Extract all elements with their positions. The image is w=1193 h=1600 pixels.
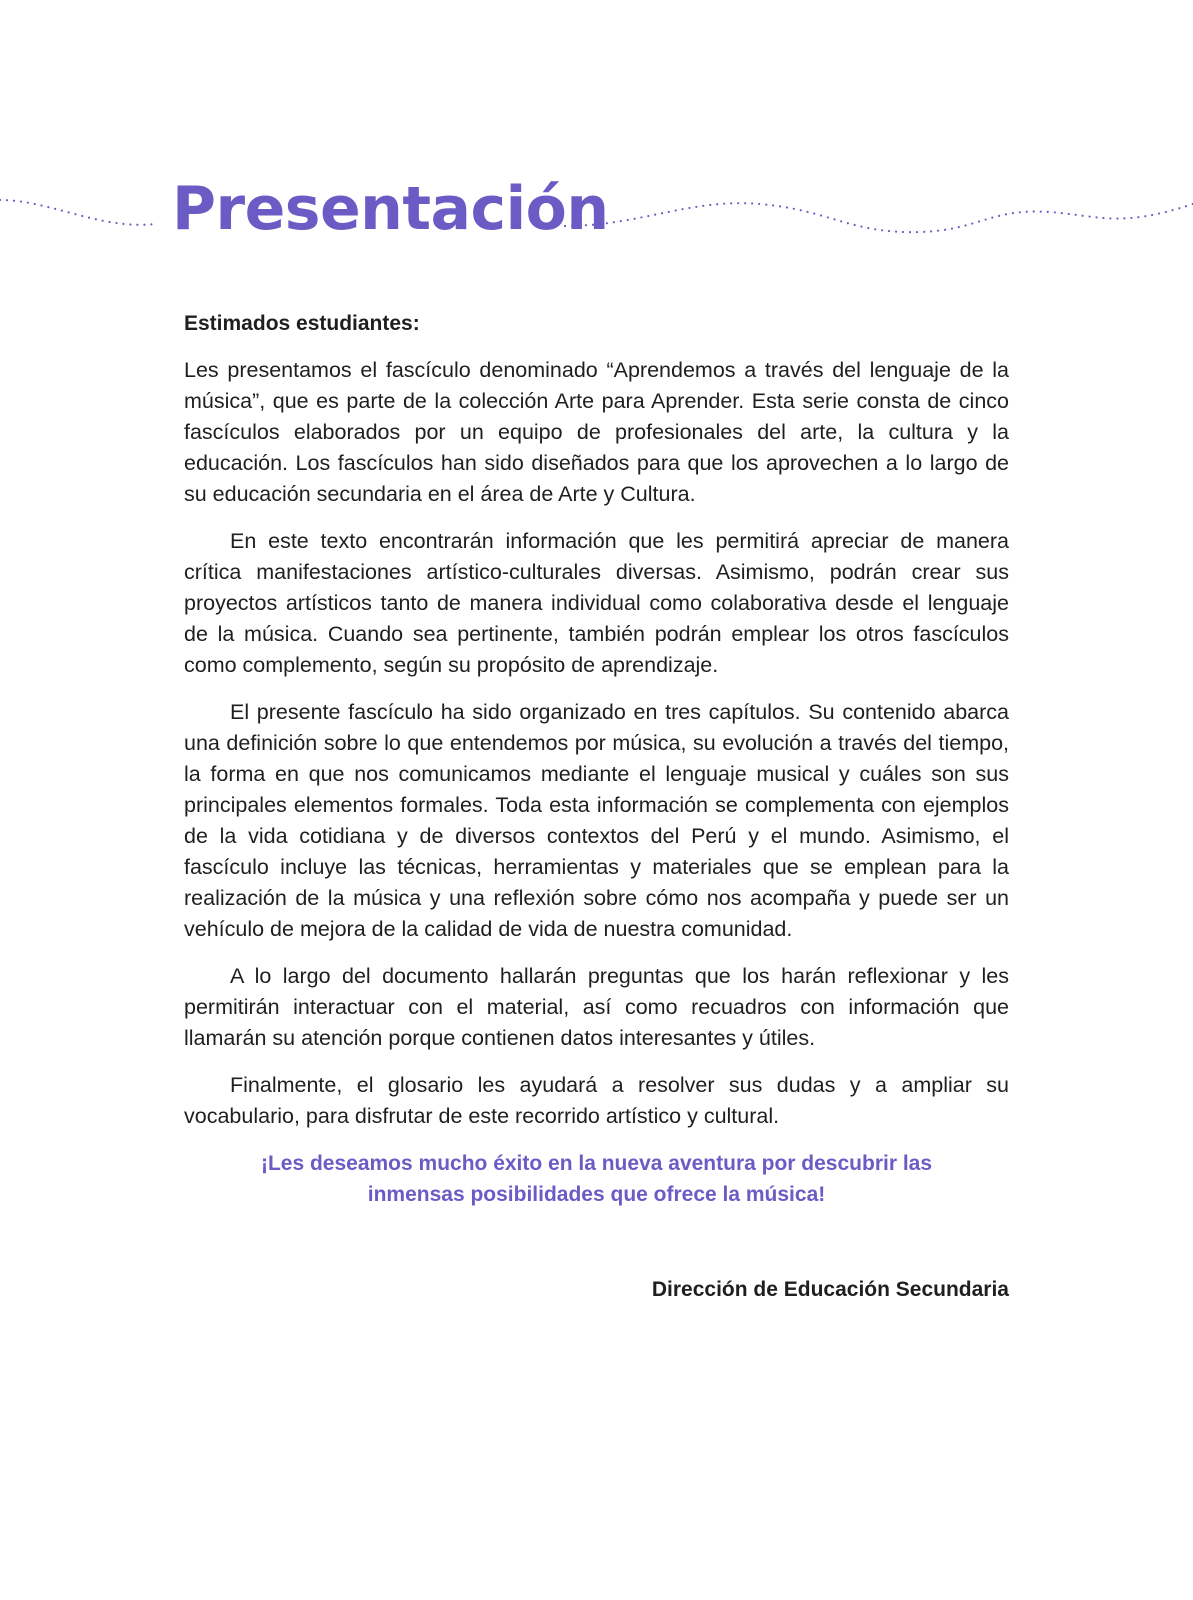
- paragraph-questions: A lo largo del documento hallarán preguntas que los harán reflexionar y les permitirán interactuar con el material, así como recuadros con información que llamarán su atención porque contienen datos interesantes y útiles.: [184, 964, 1009, 1050]
- title-row: [0, 170, 1193, 260]
- letter-body: [184, 308, 1009, 1305]
- paragraph-glossary: Finalmente, el glosario les ayudará a resolver sus dudas y a ampliar su vocabulario, para disfrutar de este recorrido artístico y cultural.: [184, 1073, 1009, 1128]
- paragraph-intro: Les presentamos el fascículo denominado “Aprendemos a través del lenguaje de la música”, que es parte de la colección Arte para Aprender. Esta serie consta de cinco fascículos elaborados por un equipo de profesionales del arte, la cultura y la educación. Los fascículos han sido diseñados para que los aprovechen a lo largo de su educación secundaria en el área de Arte y Cultura.: [184, 358, 1009, 506]
- paragraph-structure: El presente fascículo ha sido organizado en tres capítulos. Su contenido abarca una definición sobre lo que entendemos por música, su evolución a través del tiempo, la forma en que nos comunicamos mediante el lenguaje musical y cuáles son sus principales elementos formales. Toda esta información se complementa con ejemplos de la vida cotidiana y de diversos contextos del Perú y el mundo. Asimismo, el fascículo incluye las técnicas, herramientas y materiales que se emplean para la realización de la música y una reflexión sobre cómo nos acompaña y puede ser un vehículo de mejora de la calidad de vida de nuestra comunidad.: [184, 700, 1009, 941]
- page-title: Presentación: [172, 174, 609, 244]
- salutation: Estimados estudiantes:: [184, 312, 420, 335]
- paragraph-content: En este texto encontrarán información que les permitirá apreciar de manera crítica manifestaciones artístico-culturales diversas. Asimismo, podrán crear sus proyectos artísticos tanto de manera individual como colaborativa desde el lenguaje de la música. Cuando sea pertinente, también podrán emplear los otros fascículos como complemento, según su propósito de aprendizaje.: [184, 529, 1009, 677]
- closing-message: ¡Les deseamos mucho éxito en la nueva aventura por descubrir las inmensas posibilidades que ofrece la música!: [260, 1152, 933, 1206]
- signature: Dirección de Educación Secundaria: [651, 1278, 1009, 1301]
